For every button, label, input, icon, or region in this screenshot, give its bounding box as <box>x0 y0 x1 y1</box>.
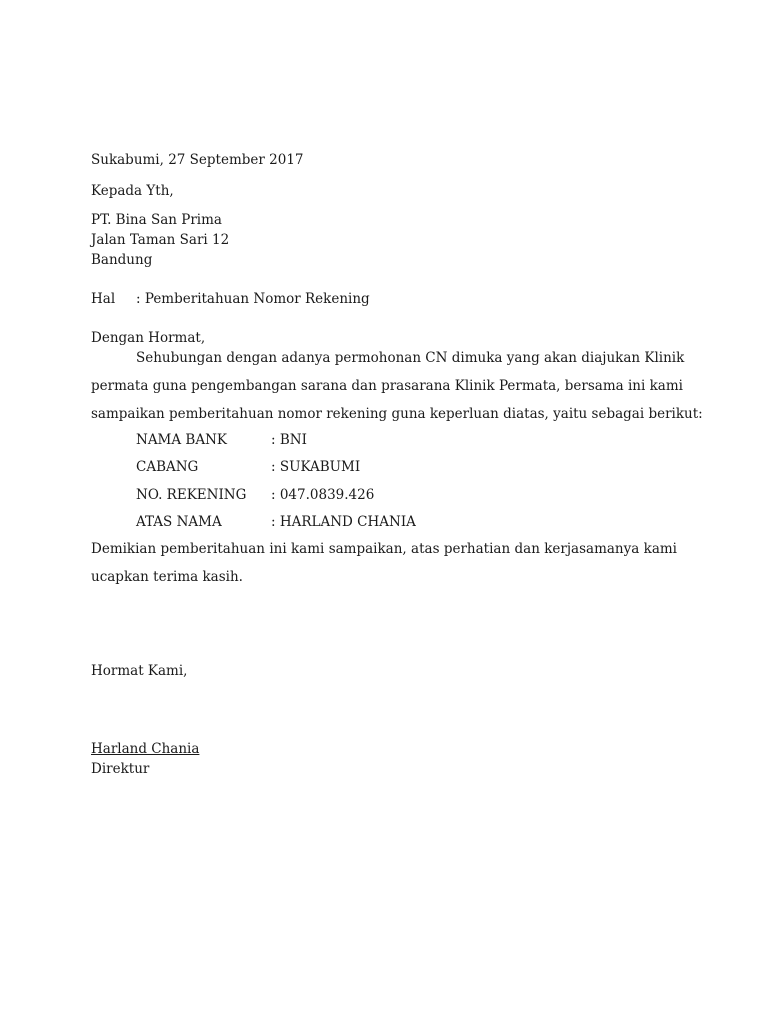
branch-label: CABANG <box>136 459 199 475</box>
subject-label: Hal <box>91 291 116 307</box>
sign-off: Hormat Kami, <box>91 663 188 679</box>
place-date: Sukabumi, 27 September 2017 <box>91 152 304 168</box>
bank-name-value: : BNI <box>271 432 307 448</box>
recipient-address: Jalan Taman Sari 12 <box>91 232 230 248</box>
closing-line-1: Demikian pemberitahuan ini kami sampaikan, atas perhatian dan kerjasamanya kami <box>91 541 677 557</box>
signatory-title: Direktur <box>91 761 150 777</box>
recipient-name: PT. Bina San Prima <box>91 212 222 228</box>
body-line-3: sampaikan pemberitahuan nomor rekening guna keperluan diatas, yaitu sebagai berikut: <box>91 406 703 422</box>
recipient-city: Bandung <box>91 252 153 268</box>
subject-value: : Pemberitahuan Nomor Rekening <box>136 291 370 307</box>
signatory-name: Harland Chania <box>91 741 200 757</box>
branch-value: : SUKABUMI <box>271 459 361 475</box>
account-number-value: : 047.0839.426 <box>271 487 375 503</box>
closing-line-2: ucapkan terima kasih. <box>91 569 243 585</box>
body-line-1: Sehubungan dengan adanya permohonan CN dimuka yang akan diajukan Klinik <box>136 350 685 366</box>
account-number-label: NO. REKENING <box>136 487 247 503</box>
bank-name-label: NAMA BANK <box>136 432 227 448</box>
salutation: Dengan Hormat, <box>91 330 206 346</box>
account-holder-label: ATAS NAMA <box>136 514 222 530</box>
account-holder-value: : HARLAND CHANIA <box>271 514 416 530</box>
to-label: Kepada Yth, <box>91 183 174 199</box>
body-line-2: permata guna pengembangan sarana dan prasarana Klinik Permata, bersama ini kami <box>91 378 683 394</box>
